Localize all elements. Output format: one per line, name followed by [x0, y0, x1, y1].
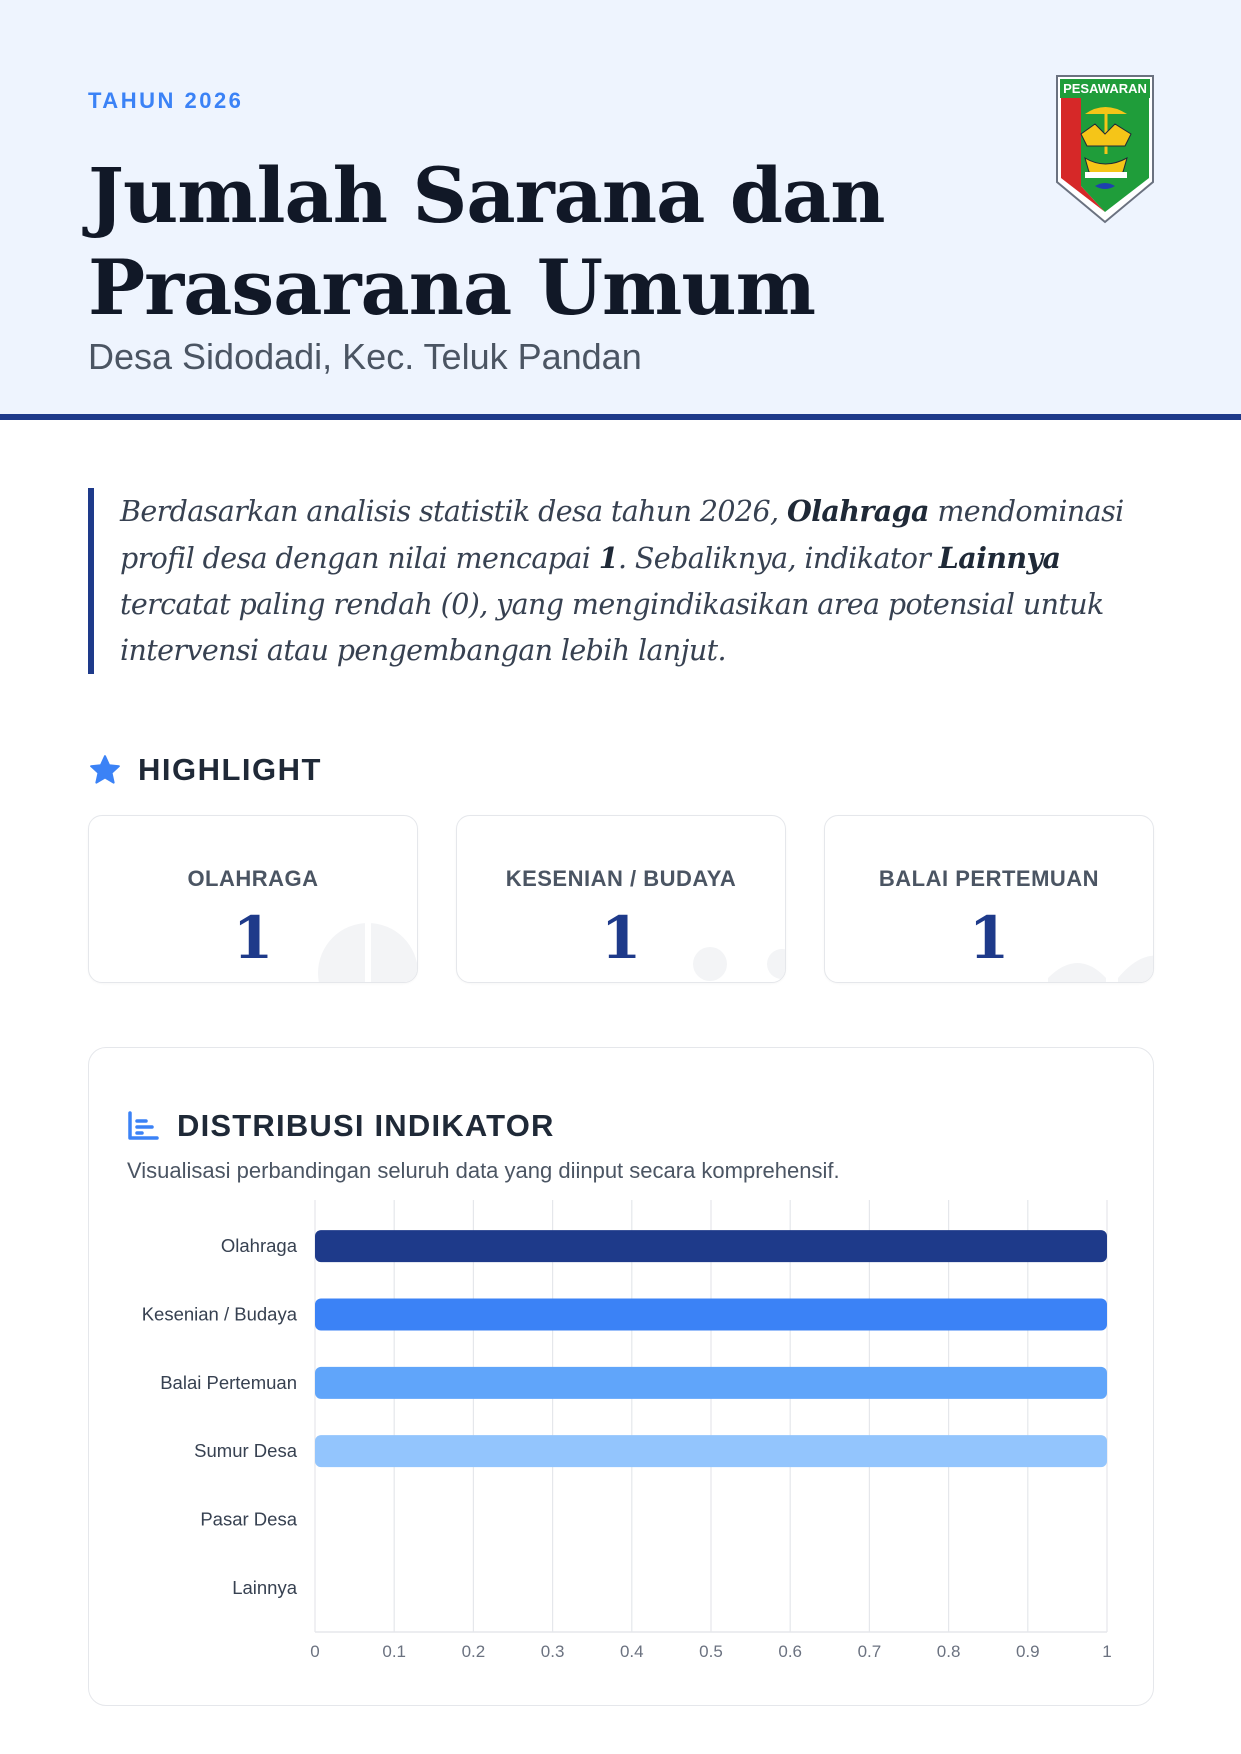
- y-category-label: Sumur Desa: [194, 1440, 297, 1462]
- distribution-chart: [89, 1048, 1155, 1707]
- highlight-card-balai: [824, 815, 1154, 983]
- summary-text: . Sebaliknya, indikator: [617, 542, 939, 575]
- y-category-label: Pasar Desa: [200, 1508, 297, 1530]
- logo-text: PESAWARAN: [1063, 81, 1147, 96]
- bar: [315, 1435, 1107, 1467]
- card-label: OLAHRAGA: [187, 866, 319, 891]
- y-category-label: Lainnya: [232, 1576, 297, 1598]
- highlight-title: HIGHLIGHT: [138, 752, 322, 787]
- x-tick-label: 0.9: [1015, 1642, 1040, 1661]
- pesawaran-logo: [1055, 74, 1155, 224]
- x-tick-label: 0.3: [540, 1642, 565, 1661]
- bar: [315, 1230, 1107, 1262]
- x-tick-label: 0.8: [936, 1642, 961, 1661]
- card-value: 1: [232, 904, 274, 972]
- y-category-label: Balai Pertemuan: [160, 1371, 297, 1393]
- star-icon: [88, 753, 122, 787]
- bar: [315, 1367, 1107, 1399]
- card-value: 1: [968, 904, 1010, 972]
- card-label: BALAI PERTEMUAN: [878, 866, 1100, 891]
- building-icon: [1043, 918, 1154, 983]
- page-subtitle: Desa Sidodadi, Kec. Teluk Pandan: [88, 336, 642, 377]
- chart-title: DISTRIBUSI INDIKATOR: [177, 1108, 555, 1143]
- summary-text: Berdasarkan analisis statistik desa tahun 2026,: [120, 495, 787, 528]
- summary-top-indicator: Olahraga: [786, 494, 929, 528]
- summary-text: tercatat paling rendah (0), yang mengindikasikan area potensial untuk intervensi atau pengembangan lebih lanjut.: [120, 588, 1104, 667]
- page-title: Jumlah Sarana dan Prasarana Umum: [88, 151, 885, 332]
- palette-icon: [685, 918, 786, 983]
- card-label: KESENIAN / BUDAYA: [505, 866, 737, 891]
- x-tick-label: 0.5: [699, 1642, 723, 1661]
- x-tick-label: 0: [310, 1642, 320, 1661]
- distribution-card: [88, 1047, 1154, 1706]
- y-category-label: Olahraga: [220, 1235, 297, 1257]
- card-value: 1: [600, 904, 642, 972]
- x-tick-label: 0.1: [382, 1642, 407, 1661]
- summary-text: mendominasi profil desa dengan nilai mencapai: [120, 495, 1124, 575]
- bar: [315, 1299, 1107, 1331]
- x-tick-label: 0.2: [461, 1642, 486, 1661]
- x-tick-label: 0.4: [619, 1642, 644, 1661]
- summary-low-indicator: Lainnya: [938, 541, 1061, 575]
- year-label: TAHUN 2026: [88, 88, 244, 113]
- page-header: [0, 0, 1241, 420]
- summary-paragraph: [88, 488, 1138, 674]
- basketball-icon: [313, 918, 418, 983]
- chart-subtitle: Visualisasi perbandingan seluruh data yang diinput secara komprehensif.: [127, 1158, 840, 1183]
- y-category-label: Kesenian / Budaya: [141, 1303, 297, 1325]
- x-tick-label: 0.7: [857, 1642, 882, 1661]
- highlight-card-olahraga: [88, 815, 418, 983]
- highlight-card-kesenian: [456, 815, 786, 983]
- x-tick-label: 0.6: [778, 1642, 803, 1661]
- x-tick-label: 1: [1102, 1642, 1112, 1661]
- highlight-heading: [88, 750, 322, 790]
- summary-top-value: 1: [598, 541, 618, 575]
